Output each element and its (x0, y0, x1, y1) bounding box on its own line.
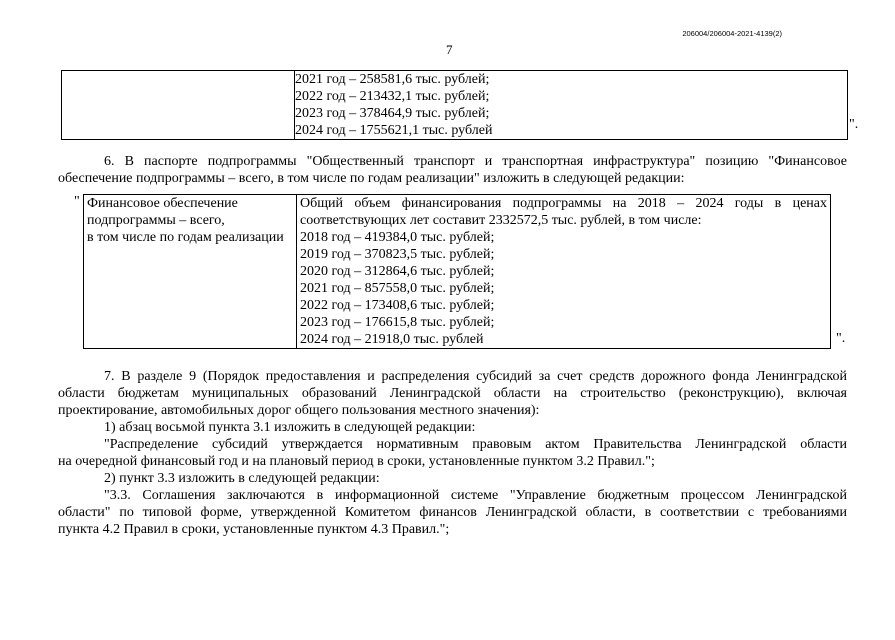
intro-line: соответствующих лет составит 2332572,5 тыс. рублей, в том числе: (300, 213, 702, 228)
opening-quote: " (74, 194, 80, 209)
item-7-subitem-2-text: "3.3. Соглашения заключаются в информационной системе "Управление бюджетным процессом Ленинградской (104, 488, 847, 503)
item-7-subitem-2-text: области" по типовой форме, утвержденной Комитетом финансов Ленинградской области, в соответствии с требованиями (58, 505, 847, 520)
item-6-paragraph (58, 153, 847, 187)
closing-quote: ". (849, 117, 859, 132)
table-continuation-value-cell (295, 71, 848, 140)
year-line: 2022 год – 213432,1 тыс. рублей; (295, 89, 490, 104)
item-7-line: области бюджетам муниципальных образований Ленинградской области на строительство (реконструкцию), включая (58, 386, 847, 401)
item-7-subitem-1: 1) абзац восьмой пункта 3.1 изложить в следующей редакции: (104, 420, 476, 435)
item-7-subitem-1-text: "Распределение субсидий утверждается нормативным правовым актом Правительства Ленинградской области (104, 437, 847, 452)
item-7-line: 7. В разделе 9 (Порядок предоставления и распределения субсидий за счет средств дорожного фонда Ленинградской (104, 369, 847, 384)
item-7-line: проектирование, автомобильных дорог общего пользования местного значения): (58, 403, 540, 418)
financing-value-cell (297, 195, 831, 349)
label-line: Финансовое обеспечение (87, 196, 238, 211)
year-line: 2021 год – 857558,0 тыс. рублей; (300, 281, 495, 296)
year-line: 2022 год – 173408,6 тыс. рублей; (300, 298, 495, 313)
item-6-line: 6. В паспорте подпрограммы "Общественный транспорт и транспортная инфраструктура" позицию "Финансовое (104, 154, 847, 169)
document-id: 206004/206004-2021-4139(2) (682, 29, 782, 38)
table-financing (83, 194, 831, 349)
intro-line: Общий объем финансирования подпрограммы на 2018 – 2024 годы в ценах (300, 196, 827, 211)
page-number: 7 (446, 42, 453, 57)
year-line: 2023 год – 378464,9 тыс. рублей; (295, 106, 490, 121)
year-line: 2018 год – 419384,0 тыс. рублей; (300, 230, 495, 245)
year-line: 2021 год – 258581,6 тыс. рублей; (295, 72, 490, 87)
financing-label-cell (84, 195, 297, 349)
item-7-subitem-2: 2) пункт 3.3 изложить в следующей редакции: (104, 471, 380, 486)
closing-quote: ". (836, 331, 846, 346)
item-6-line: обеспечение подпрограммы – всего, в том числе по годам реализации" изложить в следующей редакции: (58, 171, 685, 186)
year-line: 2020 год – 312864,6 тыс. рублей; (300, 264, 495, 279)
table-continuation (61, 70, 848, 140)
year-line: 2019 год – 370823,5 тыс. рублей; (300, 247, 495, 262)
item-7-subitem-2-text: пункта 4.2 Правил в сроки, установленные пунктом 4.3 Правил."; (58, 522, 450, 537)
year-line: 2024 год – 1755621,1 тыс. рублей (295, 123, 493, 138)
year-line: 2023 год – 176615,8 тыс. рублей; (300, 315, 495, 330)
table-continuation-label-cell (62, 71, 295, 140)
year-line: 2024 год – 21918,0 тыс. рублей (300, 332, 484, 347)
label-line: в том числе по годам реализации (87, 230, 284, 245)
item-7-subitem-1-text: на очередной финансовый год и на плановый период в сроки, установленные пунктом 3.2 Правил."; (58, 454, 655, 469)
label-line: подпрограммы – всего, (87, 213, 225, 228)
item-7-paragraph (58, 368, 847, 538)
